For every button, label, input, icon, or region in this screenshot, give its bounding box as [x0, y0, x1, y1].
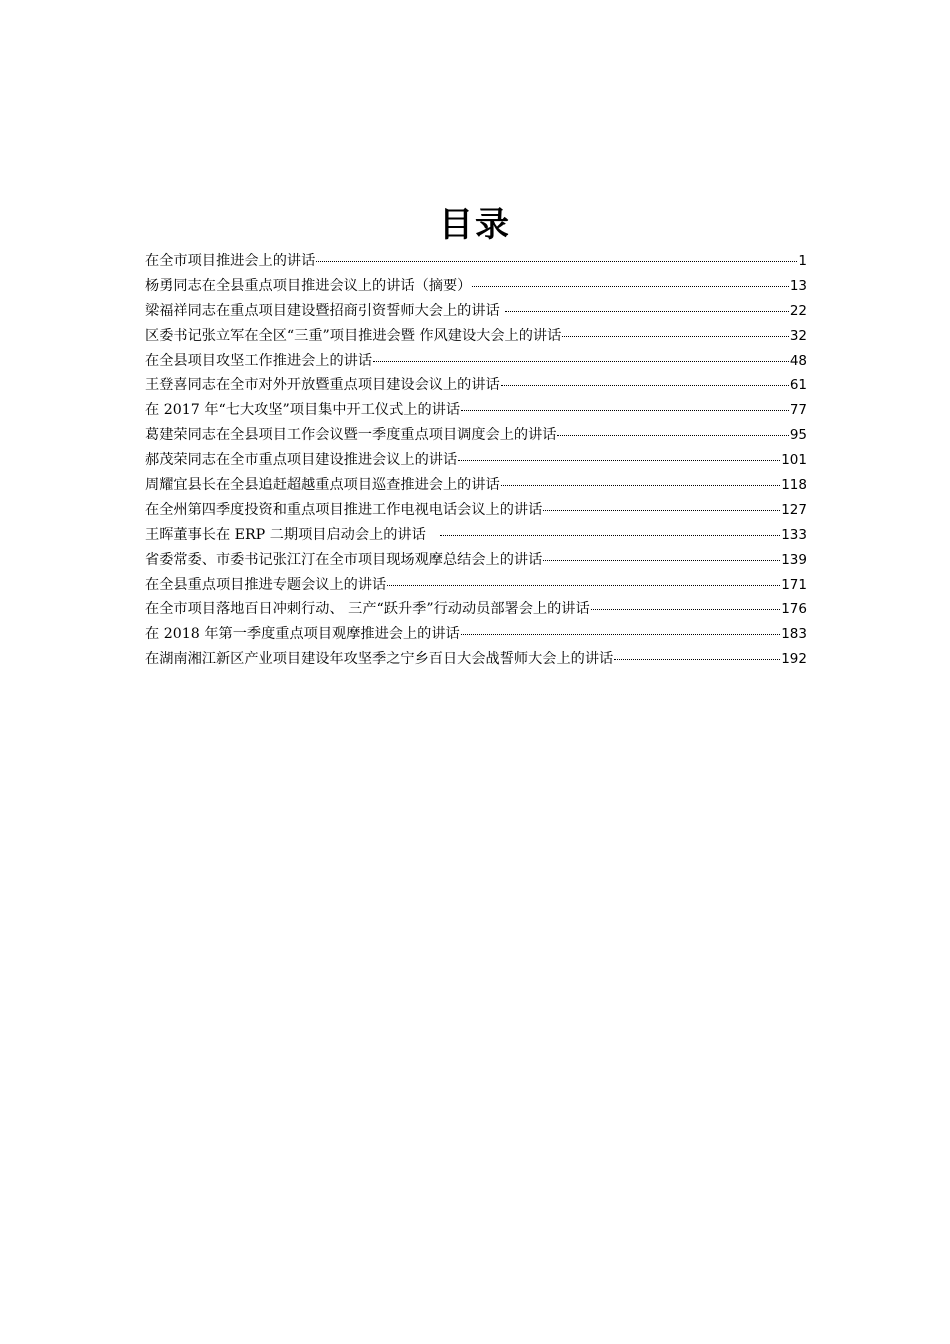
toc-dot-leader [458, 460, 780, 461]
toc-entry[interactable] [145, 597, 807, 622]
toc-entry-page-number: 32 [789, 327, 807, 344]
toc-dot-leader [591, 609, 781, 610]
toc-entry-title: 在全市项目推进会上的讲话 [145, 253, 316, 269]
toc-dot-leader [501, 485, 781, 486]
toc-entry-page-number: 48 [789, 352, 807, 369]
toc-dot-leader [614, 659, 780, 660]
toc-entry-page-number: 101 [781, 452, 807, 469]
toc-dot-leader [461, 634, 781, 635]
toc-entry-title: 郝茂荣同志在全市重点项目建设推进会议上的讲话 [145, 452, 458, 469]
toc-dot-leader [316, 261, 797, 262]
toc-entry-title: 在全县重点项目推进专题会议上的讲话 [145, 576, 387, 593]
toc-title: 目录 [439, 205, 511, 245]
toc-entry-title: 梁福祥同志在重点项目建设暨招商引资誓师大会上的讲话 [145, 302, 505, 319]
toc-dot-leader [440, 535, 780, 536]
toc-entry-title: 王晖董事长在 ERP 二期项目启动会上的讲话 [145, 526, 440, 543]
toc-entry-title: 周耀宜县长在全县追赶超越重点项目巡查推进会上的讲话 [145, 477, 500, 494]
toc-entry[interactable] [145, 548, 807, 573]
toc-entry-page-number: 127 [781, 501, 807, 518]
toc-dot-leader [557, 435, 788, 436]
toc-entry-title: 在湖南湘江新区产业项目建设年攻坚季之宁乡百日大会战誓师大会上的讲话 [145, 651, 614, 668]
toc-entry-title: 杨勇同志在全县重点项目推进会议上的讲话（摘要） [145, 277, 472, 294]
toc-dot-leader [373, 361, 789, 362]
toc-dot-leader [387, 585, 780, 586]
toc-entry-page-number: 61 [789, 377, 807, 394]
toc-entry-title: 在 2017 年“七大攻坚”项目集中开工仪式上的讲话 [145, 402, 461, 419]
toc-entry[interactable] [145, 349, 807, 374]
toc-entry-page-number: 133 [781, 526, 807, 543]
toc-dot-leader [543, 560, 780, 561]
toc-entry-title: 王登喜同志在全市对外开放暨重点项目建设会议上的讲话 [145, 377, 500, 394]
toc-entry-title: 省委常委、市委书记张江汀在全市项目现场观摩总结会上的讲话 [145, 551, 543, 568]
toc-entry-title: 在 2018 年第一季度重点项目观摩推进会上的讲话 [145, 626, 460, 643]
toc-entry[interactable] [145, 373, 807, 398]
toc-dot-leader [543, 510, 780, 511]
toc-entry[interactable] [145, 498, 807, 523]
toc-entry-page-number: 118 [781, 477, 807, 494]
toc-entry[interactable] [145, 398, 807, 423]
toc-dot-leader [501, 385, 789, 386]
toc-entry-title: 在全市项目落地百日冲刺行动、 三产“跃升季”行动动员部署会上的讲话 [145, 601, 590, 618]
toc-dot-leader [505, 311, 789, 312]
toc-entry[interactable] [145, 324, 807, 349]
toc-entry-page-number: 192 [781, 651, 807, 668]
toc-entry-title: 葛建荣同志在全县项目工作会议暨一季度重点项目调度会上的讲话 [145, 427, 557, 444]
toc-entry-page-number: 183 [781, 626, 807, 643]
toc-entry[interactable] [145, 448, 807, 473]
toc-entry-page-number: 13 [789, 277, 807, 294]
toc-entry-title: 在全州第四季度投资和重点项目推进工作电视电话会议上的讲话 [145, 501, 543, 518]
toc-entry[interactable] [145, 647, 807, 672]
toc-entry[interactable] [145, 274, 807, 299]
toc-entry-page-number: 77 [789, 402, 807, 419]
toc-entry-title: 在全县项目攻坚工作推进会上的讲话 [145, 352, 373, 369]
toc-entry-page-number: 176 [781, 601, 807, 618]
toc-dot-leader [472, 286, 788, 287]
toc-entry[interactable] [145, 423, 807, 448]
toc-entry-title: 区委书记张立军在全区“三重”项目推进会暨 作风建设大会上的讲话 [145, 327, 562, 344]
toc-list [145, 249, 807, 672]
toc-dot-leader [562, 336, 789, 337]
toc-entry[interactable] [145, 299, 807, 324]
toc-entry-page-number: 139 [781, 551, 807, 568]
toc-entry-page-number: 171 [781, 576, 807, 593]
toc-entry[interactable] [145, 573, 807, 598]
toc-entry[interactable] [145, 473, 807, 498]
toc-entry[interactable] [145, 523, 807, 548]
toc-entry-page-number: 22 [789, 302, 807, 319]
toc-entry[interactable] [145, 622, 807, 647]
toc-entry[interactable] [145, 249, 807, 274]
toc-dot-leader [461, 410, 789, 411]
toc-entry-page-number: 95 [789, 427, 807, 444]
toc-entry-page-number: 1 [798, 253, 807, 269]
